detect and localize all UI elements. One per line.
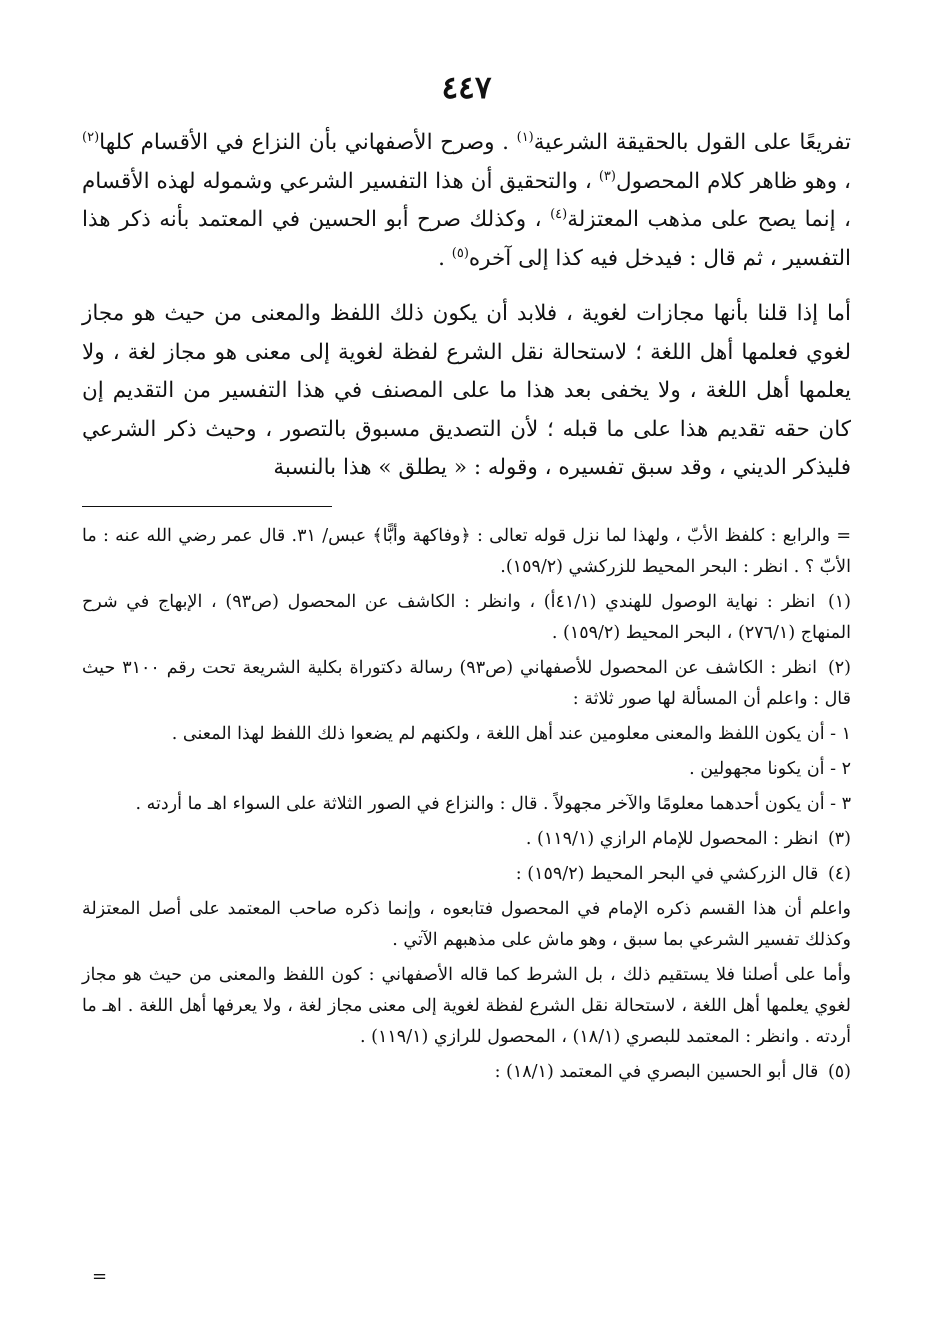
footnote-continuation [82, 521, 851, 583]
footnote-ref: (٥) [451, 245, 469, 261]
footnote-text: انظر : الكاشف عن المحصول للأصفهاني (ص٩٣) رسالة دكتوراة بكلية الشريعة تحت رقم ٣١٠٠ حيث قال : واعلم أن المسألة لها صور ثلاثة : [82, 657, 851, 709]
footnote-text: انظر : المحصول للإمام الرازي (١١٩/١) . [525, 828, 819, 849]
footnote-quote [82, 894, 851, 956]
footnote-text: قال الزركشي في البحر المحيط (١٥٩/٢) : [515, 863, 819, 884]
footnote-text: = والرابع : كلفظ الأبّ ، ولهذا لما نزل قوله تعالى : ﴿وفاكهة وأبًّا﴾ عبس/ ٣١. قال عمر رضي الله عنه : ما الأبّ ؟ . انظر : البحر المحيط للزركشي (١٥٩/٢). [82, 525, 851, 577]
footnotes [82, 521, 851, 1088]
footnote-text: انظر : نهاية الوصول للهندي (٤١/١أ) ، وانظر : الكاشف عن المحصول (ص٩٣) ، الإبهاج في شرح المنهاج (٢٧٦/١) ، البحر المحيط (١٥٩/٢) . [82, 591, 851, 643]
footnote [82, 1057, 851, 1088]
continued-mark: = [92, 1266, 108, 1287]
paragraph-text: أما إذا قلنا بأنها مجازات لغوية ، فلابد أن يكون ذلك اللفظ والمعنى من حيث هو مجاز لغوي فعلمها أهل اللغة ؛ لاستحالة نقل الشرع لفظة لغوية إلى معنى هو مجاز لغة ، ولا يعلمها أهل اللغة ، ولا يخفى بعد هذا ما على المصنف في هذا التفسير من التقديم إن كان حقه تقديم هذا على ما قبله ؛ لأن التصديق مسبوق بالتصور ، وحيث ذكر الشرعي فليذكر الديني ، وقد سبق تفسيره ، وقوله : « يطلق » هذا بالنسبة [82, 301, 851, 480]
paragraph [82, 295, 851, 488]
paragraph-text: . [438, 245, 452, 271]
footnote [82, 824, 851, 855]
footnote-text: ٣ - أن يكون أحدهما معلومًا والآخر مجهولاً . قال : والنزاع في الصور الثلاثة على السواء اهـ ما أردته . [135, 793, 851, 814]
footnote-text: واعلم أن هذا القسم ذكره الإمام في المحصول فتابعوه ، وإنما ذكره صاحب المعتمد على أصل المعتزلة وكذلك تفسير الشرعي بما سبق ، وهو ماش على مذهبهم الآتي . [82, 898, 851, 950]
footnote-sub-item [82, 789, 851, 820]
footnote-ref: (٣) [598, 168, 616, 184]
footnote-number: (٣) [827, 828, 851, 849]
main-text [82, 124, 851, 488]
footnote [82, 859, 851, 890]
paragraph-text: ، وكذلك صرح أبو الحسين في المعتمد بأنه ذكر هذا التفسير ، ثم قال : فيدخل فيه كذا إلى آخره [82, 207, 851, 271]
footnote-text: قال أبو الحسين البصري في المعتمد (١٨/١) : [494, 1061, 819, 1082]
footnote-text: ١ - أن يكون اللفظ والمعنى معلومين عند أهل اللغة ، ولكنهم لم يضعوا ذلك اللفظ لهذا المعنى . [171, 723, 851, 744]
footnote [82, 587, 851, 649]
footnote-text: ٢ - أن يكونا مجهولين . [689, 758, 851, 779]
paragraph-text: ، والتحقيق أن هذا التفسير الشرعي وشموله لهذه الأقسام ، إنما يصح على مذهب المعتزلة [82, 168, 851, 232]
footnote-quote [82, 960, 851, 1053]
footnote-sub-item [82, 719, 851, 750]
paragraph-text: ، وهو ظاهر كلام المحصول [615, 168, 851, 194]
footnote [82, 653, 851, 715]
paragraph [82, 124, 851, 278]
page-number: ٤٤٧ [441, 70, 492, 106]
footnote-separator [82, 506, 332, 507]
footnote-number: (٢) [827, 657, 851, 678]
footnote-number: (١) [827, 591, 851, 612]
paragraph-text: . وصرح الأصفهاني بأن النزاع في الأقسام كلها [99, 130, 517, 155]
footnote-number: (٤) [827, 863, 851, 884]
footnote-number: (٥) [827, 1061, 851, 1082]
paragraph-text: تفريعًا على القول بالحقيقة الشرعية [533, 130, 851, 155]
footnote-ref: (٢) [82, 129, 100, 145]
footnote-ref: (٤) [550, 206, 568, 222]
footnote-ref: (١) [516, 129, 534, 145]
footnote-text: وأما على أصلنا فلا يستقيم ذلك ، بل الشرط كما قاله الأصفهاني : كون اللفظ والمعنى من حيث هو مجاز لغوي يعلمها أهل اللغة ، لاستحالة نقل الشرع لفظة لغوية إلى معنى مجاز لغة ، ولا يعرفها أهل اللغة . اهـ ما أردته . وانظر : المعتمد للبصري (١٨/١) ، المحصول للرازي (١١٩/١) . [82, 964, 851, 1047]
footnote-sub-item [82, 754, 851, 785]
